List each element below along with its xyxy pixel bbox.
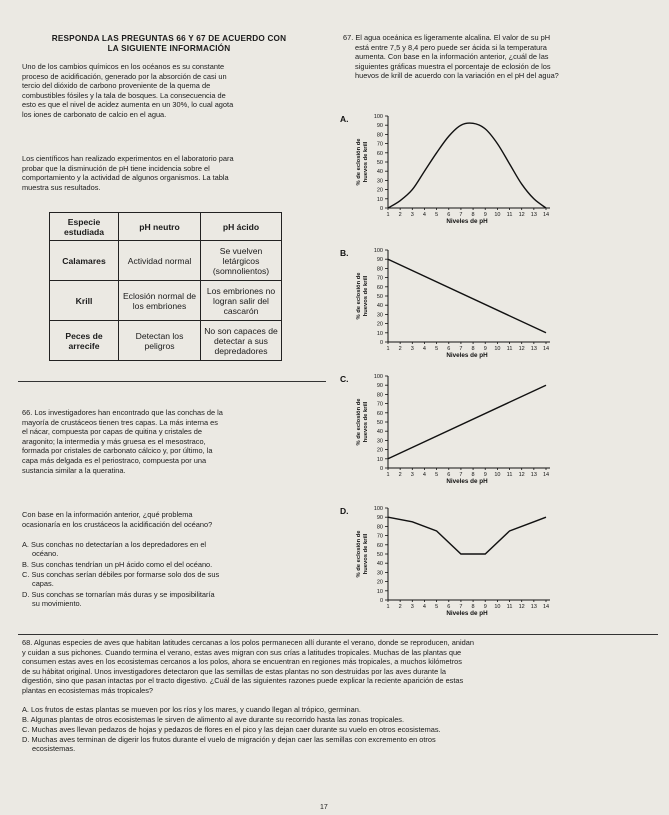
x-tick-label: 8 xyxy=(471,212,475,218)
x-tick-label: 2 xyxy=(398,346,402,352)
table-row xyxy=(50,321,282,361)
text-line: combustibles fósiles y la tala de bosques. La consecuencia de xyxy=(22,90,226,100)
x-tick-label: 10 xyxy=(494,604,501,610)
x-tick-label: 7 xyxy=(459,604,463,610)
data-line xyxy=(388,259,546,333)
data-line xyxy=(388,123,546,208)
text-line: el nácar, compuesta por capas de quitina y cristales de xyxy=(22,427,202,437)
y-tick-label: 10 xyxy=(376,456,383,463)
text-line: digestión, sino que pasan intactas por el tracto digestivo. ¿Cuál de las siguientes razones puede explicar la reciente aparición de estas xyxy=(22,676,464,686)
x-tick-label: 5 xyxy=(435,346,439,352)
text-line: los iones de carbonato de calcio en el agua. xyxy=(22,109,167,119)
y-axis-title: huevos de krill xyxy=(363,533,369,575)
divider xyxy=(18,381,326,382)
text-line: ocasionaría en los crustáceos la acidificación del océano? xyxy=(22,519,213,529)
y-tick-label: 80 xyxy=(376,524,383,531)
y-tick-label: 40 xyxy=(376,303,383,310)
y-tick-label: 50 xyxy=(376,552,383,558)
option-text: A. Sus conchas no detectarían a los depredadores en el xyxy=(22,540,207,549)
x-tick-label: 8 xyxy=(471,472,475,478)
x-tick-label: 10 xyxy=(494,346,501,352)
graph-d xyxy=(336,500,566,632)
x-tick-label: 4 xyxy=(422,212,426,218)
y-axis-title: % de eclosión de xyxy=(356,398,362,446)
graph-b xyxy=(336,242,566,374)
x-tick-label: 9 xyxy=(483,472,487,478)
table-cell: No son capaces de detectar a sus depredadores xyxy=(201,321,282,361)
text-line: 67. El agua oceánica es ligeramente alcalina. El valor de su pH xyxy=(343,33,551,42)
x-tick-label: 14 xyxy=(542,346,550,352)
table-cell: Peces de arrecife xyxy=(50,321,119,361)
text-line: formada por cristales de carbonato cálcico y, por último, la xyxy=(22,446,213,456)
x-tick-label: 6 xyxy=(447,212,451,218)
x-tick-label: 14 xyxy=(542,212,550,218)
y-tick-label: 60 xyxy=(376,410,383,417)
table-cell: Los embriones no logran salir del cascarón xyxy=(201,281,282,321)
text-line: 66. Los investigadores han encontrado que las conchas de la xyxy=(22,408,223,417)
y-tick-label: 60 xyxy=(376,542,383,549)
graph-a xyxy=(336,108,566,240)
option-d[interactable] xyxy=(22,590,322,608)
x-tick-label: 14 xyxy=(542,604,550,610)
x-tick-label: 7 xyxy=(459,212,463,218)
section-header xyxy=(18,34,320,54)
y-tick-label: 0 xyxy=(379,466,383,472)
x-tick-label: 13 xyxy=(530,472,537,478)
x-tick-label: 4 xyxy=(422,472,426,478)
x-tick-label: 1 xyxy=(386,346,390,352)
y-tick-label: 90 xyxy=(376,515,383,522)
table-cell: Actividad normal xyxy=(119,241,201,281)
page-number: 17 xyxy=(320,804,328,811)
x-tick-label: 13 xyxy=(530,604,537,610)
intro-paragraph-1 xyxy=(22,62,322,120)
data-line xyxy=(388,517,546,554)
x-tick-label: 2 xyxy=(398,604,402,610)
option-b[interactable] xyxy=(22,560,322,569)
y-tick-label: 0 xyxy=(379,206,383,212)
y-tick-label: 100 xyxy=(373,506,383,512)
y-tick-label: 70 xyxy=(376,401,383,408)
text-line: de su hábitat original. Unos investigadores detectaron que las semillas de estas plantas no son destruidas por las aves durante la xyxy=(22,666,446,676)
text-line: plantas en ecosistemas más tropicales? xyxy=(22,685,154,695)
y-axis-title: huevos de krill xyxy=(363,401,369,443)
y-tick-label: 50 xyxy=(376,294,383,300)
y-tick-label: 80 xyxy=(376,392,383,399)
option-text: A. Los frutos de estas plantas se mueven por los ríos y los mares, y cuando llegan al trópico, germinan. xyxy=(22,705,361,714)
text-line: está entre 7,5 y 8,4 pero puede ser ácida si la temperatura xyxy=(355,42,547,52)
graph-label: C. xyxy=(340,374,349,384)
y-tick-label: 100 xyxy=(373,374,383,380)
table-cell: Se vuelven letárgicos (somnolientos) xyxy=(201,241,282,281)
option-b[interactable] xyxy=(22,715,662,724)
y-tick-label: 30 xyxy=(376,438,383,445)
graph-label: D. xyxy=(340,506,349,516)
y-tick-label: 0 xyxy=(379,340,383,346)
option-c[interactable] xyxy=(22,570,322,588)
x-tick-label: 14 xyxy=(542,472,550,478)
text-line: consumen estas aves en los ecosistemas cercanos a los polos, ahora se encuentran en regiones más tropicales, a muchos kilómetros xyxy=(22,657,462,667)
y-tick-label: 90 xyxy=(376,383,383,390)
y-tick-label: 10 xyxy=(376,588,383,595)
text-line: aragonito; la intermedia y más gruesa es el mesostraco, xyxy=(22,436,206,446)
option-d[interactable] xyxy=(22,735,662,753)
question-66-options xyxy=(22,540,322,608)
question-68-options xyxy=(22,705,662,753)
option-text: C. Sus conchas serían débiles por formarse solo dos de sus xyxy=(22,570,220,579)
question-66-stem xyxy=(22,408,324,475)
x-axis-title: Niveles de pH xyxy=(446,610,488,617)
x-tick-label: 5 xyxy=(435,212,439,218)
option-text: D. Sus conchas se tornarían más duras y se imposibilitaría xyxy=(22,590,215,599)
y-tick-label: 90 xyxy=(376,257,383,264)
y-axis-title: % de eclosión de xyxy=(356,138,362,186)
x-tick-label: 12 xyxy=(518,346,525,352)
text-line: 68. Algunas especies de aves que habitan latitudes cercanas a los polos permanecen allí durante el verano, donde se reproducen, anidan xyxy=(22,638,474,647)
text-line: Los científicos han realizado experimentos en el laboratorio para xyxy=(22,154,234,163)
text-line: mayoría de crustáceos tienen tres capas. La más interna es xyxy=(22,417,218,427)
text-line: proceso de acidificación, generado por la absorción de casi un xyxy=(22,71,227,81)
text-line: aumenta. Con base en la información anterior, ¿cuál de las xyxy=(355,52,549,62)
x-tick-label: 11 xyxy=(506,472,513,478)
x-tick-label: 4 xyxy=(422,346,426,352)
y-tick-label: 30 xyxy=(376,570,383,577)
y-tick-label: 10 xyxy=(376,196,383,203)
text-line: capa más delgada es el periostraco, compuesta por una xyxy=(22,455,207,465)
x-tick-label: 3 xyxy=(410,604,414,610)
x-axis-title: Niveles de pH xyxy=(446,218,488,225)
x-tick-label: 1 xyxy=(386,472,390,478)
x-tick-label: 12 xyxy=(518,472,525,478)
y-axis-title: % de eclosión de xyxy=(356,530,362,578)
option-text: C. Muchas aves llevan pedazos de hojas y pedazos de flores en el pico y las dejan caer durante su vuelo en otros ecosistemas. xyxy=(22,725,441,734)
table-header: pH neutro xyxy=(119,213,201,241)
text-line: sustancia similar a la queratina. xyxy=(22,465,126,475)
x-tick-label: 13 xyxy=(530,346,537,352)
x-tick-label: 1 xyxy=(386,212,390,218)
y-tick-label: 60 xyxy=(376,150,383,157)
x-tick-label: 7 xyxy=(459,472,463,478)
x-tick-label: 13 xyxy=(530,212,537,218)
text-line: comportamiento y la actividad de algunos organismos. La tabla xyxy=(22,173,229,183)
table-cell: Eclosión normal de los embriones xyxy=(119,281,201,321)
x-tick-label: 6 xyxy=(447,604,451,610)
x-tick-label: 9 xyxy=(483,604,487,610)
text-line: huevos de krill de acuerdo con la variación en el pH del agua? xyxy=(355,71,559,81)
option-a[interactable] xyxy=(22,705,662,714)
table-header: pH ácido xyxy=(201,213,282,241)
y-axis-title: huevos de krill xyxy=(363,141,369,183)
text-line: muestra sus resultados. xyxy=(22,182,101,192)
text-line: siguientes gráficas muestra el porcentaje de eclosión de los xyxy=(355,61,551,71)
x-tick-label: 12 xyxy=(518,212,525,218)
y-tick-label: 70 xyxy=(376,275,383,282)
table-cell: Krill xyxy=(50,281,119,321)
y-tick-label: 80 xyxy=(376,266,383,273)
x-tick-label: 4 xyxy=(422,604,426,610)
y-tick-label: 50 xyxy=(376,420,383,426)
option-c[interactable] xyxy=(22,725,662,734)
y-tick-label: 40 xyxy=(376,561,383,568)
y-axis-title: huevos de krill xyxy=(363,275,369,317)
table-header: Especie estudiada xyxy=(50,213,119,241)
y-tick-label: 0 xyxy=(379,598,383,604)
table-cell: Calamares xyxy=(50,241,119,281)
y-tick-label: 90 xyxy=(376,123,383,130)
text-line: y cuidan a sus pichones. Cuando termina el verano, estas aves migran con sus crías a latitudes tropicales. Muchas de las plantas que xyxy=(22,647,462,657)
y-tick-label: 20 xyxy=(376,579,383,586)
x-tick-label: 9 xyxy=(483,212,487,218)
header-line: RESPONDA LAS PREGUNTAS 66 Y 67 DE ACUERDO CON xyxy=(51,34,287,43)
header-line: LA SIGUIENTE INFORMACIÓN xyxy=(107,44,231,53)
x-tick-label: 3 xyxy=(410,212,414,218)
results-table xyxy=(49,212,282,361)
x-tick-label: 11 xyxy=(506,604,513,610)
table-row xyxy=(50,281,282,321)
x-tick-label: 3 xyxy=(410,472,414,478)
intro-paragraph-2 xyxy=(22,154,322,192)
question-67-stem xyxy=(343,33,659,81)
y-tick-label: 40 xyxy=(376,169,383,176)
y-tick-label: 60 xyxy=(376,284,383,291)
option-text: capas. xyxy=(32,579,54,588)
x-axis-title: Niveles de pH xyxy=(446,352,488,359)
x-tick-label: 10 xyxy=(494,472,501,478)
option-text: ecosistemas. xyxy=(32,744,76,753)
x-tick-label: 10 xyxy=(494,212,501,218)
option-text: B. Algunas plantas de otros ecosistemas le sirven de alimento al ave durante su recorrido hasta las zonas tropicales. xyxy=(22,715,405,724)
graph-c xyxy=(336,368,566,500)
graph-label: B. xyxy=(340,248,349,258)
x-tick-label: 6 xyxy=(447,472,451,478)
graph-label: A. xyxy=(340,114,349,124)
x-tick-label: 8 xyxy=(471,604,475,610)
y-tick-label: 50 xyxy=(376,160,383,166)
text-line: esto es que el nivel de acidez aumenta en un 30%, lo cual agota xyxy=(22,100,234,110)
divider xyxy=(18,634,658,635)
text-line: Con base en la información anterior, ¿qué problema xyxy=(22,510,193,519)
x-tick-label: 7 xyxy=(459,346,463,352)
x-tick-label: 11 xyxy=(506,346,513,352)
option-text: D. Muchas aves terminan de digerir los frutos durante el vuelo de migración y dejan caer las semillas con excremento en otros xyxy=(22,735,436,744)
y-tick-label: 20 xyxy=(376,447,383,454)
y-tick-label: 30 xyxy=(376,312,383,319)
data-line xyxy=(388,385,546,459)
x-tick-label: 6 xyxy=(447,346,451,352)
option-a[interactable] xyxy=(22,540,322,558)
y-tick-label: 30 xyxy=(376,178,383,185)
y-tick-label: 100 xyxy=(373,248,383,254)
x-tick-label: 9 xyxy=(483,346,487,352)
y-axis-title: % de eclosión de xyxy=(356,272,362,320)
y-tick-label: 40 xyxy=(376,429,383,436)
option-text: B. Sus conchas tendrían un pH ácido como el del océano. xyxy=(22,560,213,569)
y-tick-label: 10 xyxy=(376,330,383,337)
y-tick-label: 70 xyxy=(376,533,383,540)
y-tick-label: 100 xyxy=(373,114,383,120)
x-tick-label: 2 xyxy=(398,212,402,218)
x-tick-label: 11 xyxy=(506,212,513,218)
text-line: probar que la disminución de pH tiene incidencia sobre el xyxy=(22,163,210,173)
text-line: tercio del dióxido de carbono proveniente de la quema de xyxy=(22,81,211,91)
option-text: océano. xyxy=(32,549,59,558)
y-tick-label: 80 xyxy=(376,132,383,139)
question-66-prompt xyxy=(22,510,324,529)
y-tick-label: 20 xyxy=(376,321,383,328)
x-tick-label: 5 xyxy=(435,604,439,610)
question-68-stem xyxy=(22,638,662,696)
x-tick-label: 8 xyxy=(471,346,475,352)
x-tick-label: 3 xyxy=(410,346,414,352)
y-tick-label: 20 xyxy=(376,187,383,194)
text-line: Uno de los cambios químicos en los océanos es su constante xyxy=(22,62,225,71)
option-text: su movimiento. xyxy=(32,599,82,608)
table-row xyxy=(50,241,282,281)
x-tick-label: 12 xyxy=(518,604,525,610)
x-tick-label: 5 xyxy=(435,472,439,478)
y-tick-label: 70 xyxy=(376,141,383,148)
table-cell: Detectan los peligros xyxy=(119,321,201,361)
x-tick-label: 2 xyxy=(398,472,402,478)
x-axis-title: Niveles de pH xyxy=(446,478,488,485)
x-tick-label: 1 xyxy=(386,604,390,610)
